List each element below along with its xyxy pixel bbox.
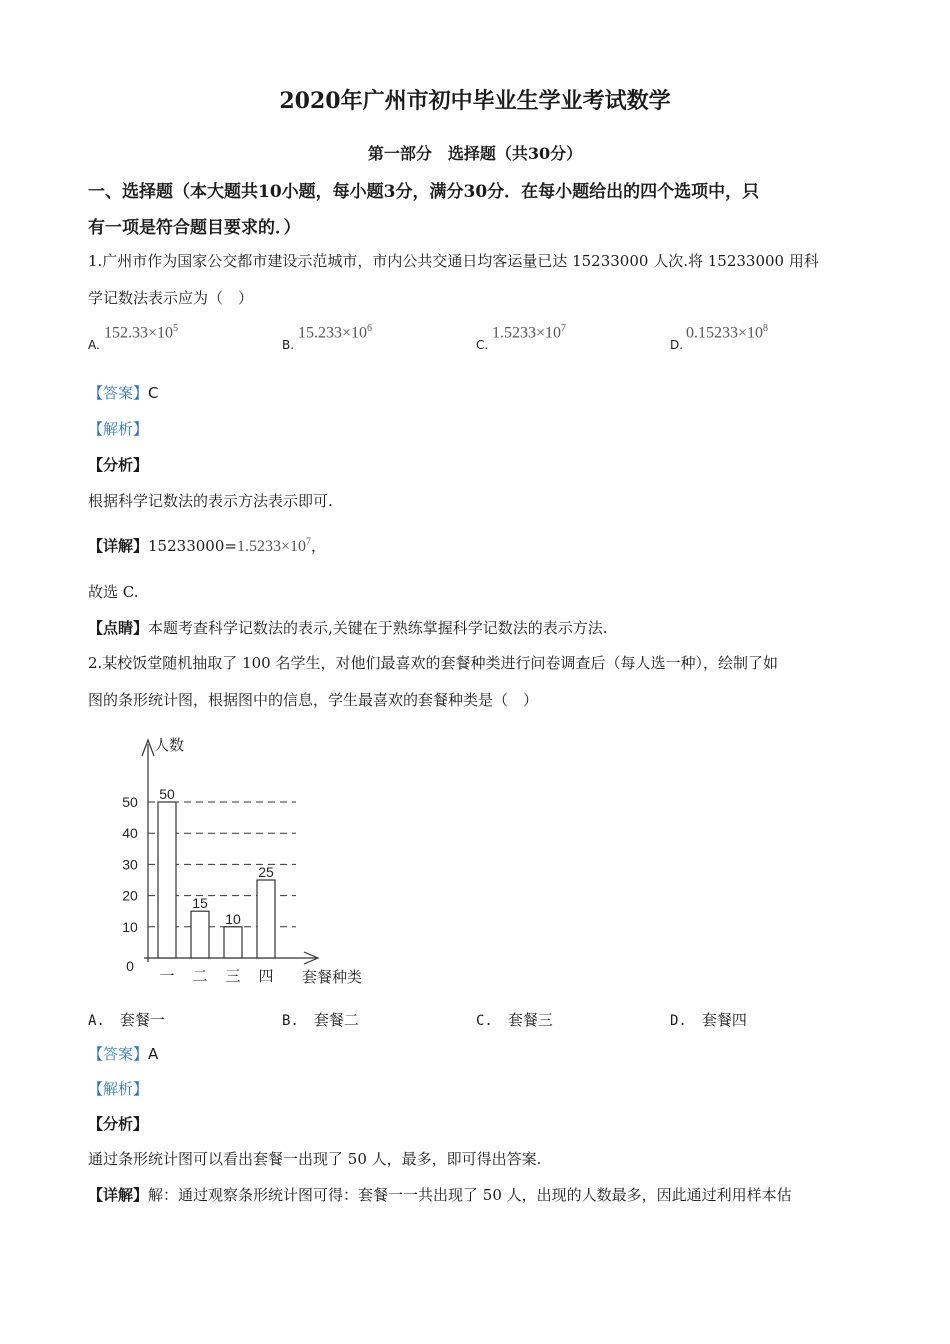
q1-detail: 【详解】$15233000=1.5233\times 10^7$， [88,536,326,555]
bar-chart [110,730,410,998]
section-heading-line1: 一、选择题（本大题共10小题，每小题3分，满分30分．在每小题给出的四个选项中，只 [88,182,760,202]
y-tick-label: 30 [122,856,138,873]
data-label: 50 [159,786,175,802]
q2-answer: 【答案】A [88,1045,159,1063]
q2-fenxi-text: 通过条形统计图可以看出套餐一出现了 50 人，最多，即可得出答案. [88,1150,542,1168]
q2-stem-line2: 图的条形统计图，根据图中的信息，学生最喜欢的套餐种类是（ ） [88,691,539,709]
part-heading: 第一部分 选择题（共30分） [367,144,583,163]
q1-answer: 【答案】C [88,384,159,402]
q2-option-d: D. 套餐四 [670,1011,747,1029]
data-label: 15 [192,895,208,912]
q1-stem-line1: 1.广州市作为国家公交都市建设示范城市，市内公共交通日均客运量已达 15233000 人次.将 15233000 用科 [88,252,819,270]
q2-fenxi-tag: 【分析】 [88,1115,149,1133]
q2-option-b: B. 套餐二 [282,1011,359,1029]
y-tick-label: 50 [122,794,138,810]
bar-1 [158,802,176,958]
q2-option-c: C. 套餐三 [476,1011,553,1029]
q1-analysis-tag: 【解析】 [88,420,149,438]
q1-fenxi-tag: 【分析】 [88,456,149,474]
q2-detail: 【详解】解：通过观察条形统计图可得：套餐一一共出现了 50 人，出现的人数最多，因此通过利用样本估 [88,1186,792,1204]
y-tick-label: 10 [122,918,138,935]
y-tick-label: 0 [126,958,134,974]
x-axis-label: 套餐种类 [302,969,363,986]
q2-stem-line1: 2.某校饭堂随机抽取了 100 名学生，对他们最喜欢的套餐种类进行问卷调查后（每人选一种），绘制了如 [88,654,778,672]
data-label: 10 [225,910,241,927]
data-label: 25 [258,864,274,880]
y-tick-label: 40 [122,825,138,842]
x-tick-label: 一 [159,968,175,985]
bar-3 [224,927,242,958]
answer-tag: 【答案】 [88,1045,149,1063]
y-tick-label: 20 [122,887,138,904]
q1-fenxi-text: 根据科学记数法的表示方法表示即可. [88,492,333,510]
y-axis-label: 人数 [154,737,185,754]
bar-2 [191,911,209,958]
section-heading-line2: 有一项是符合题目要求的．） [88,218,301,238]
x-tick-label: 二 [192,968,208,985]
answer-tag: 【答案】 [88,384,149,402]
q1-stem-line2: 学记数法表示应为（ ） [88,289,254,307]
q2-analysis-tag: 【解析】 [88,1080,149,1098]
q1-conclusion: 故选 C. [88,583,139,601]
page-title: 2020年广州市初中毕业生学业考试数学 [279,88,671,114]
q1-comment: 【点睛】本题考查科学记数法的表示,关键在于熟练掌握科学记数法的表示方法. [88,619,608,637]
bar-4 [257,880,275,958]
x-tick-label: 四 [258,968,274,985]
x-tick-label: 三 [225,968,241,985]
q2-option-a: A. 套餐一 [88,1011,165,1029]
